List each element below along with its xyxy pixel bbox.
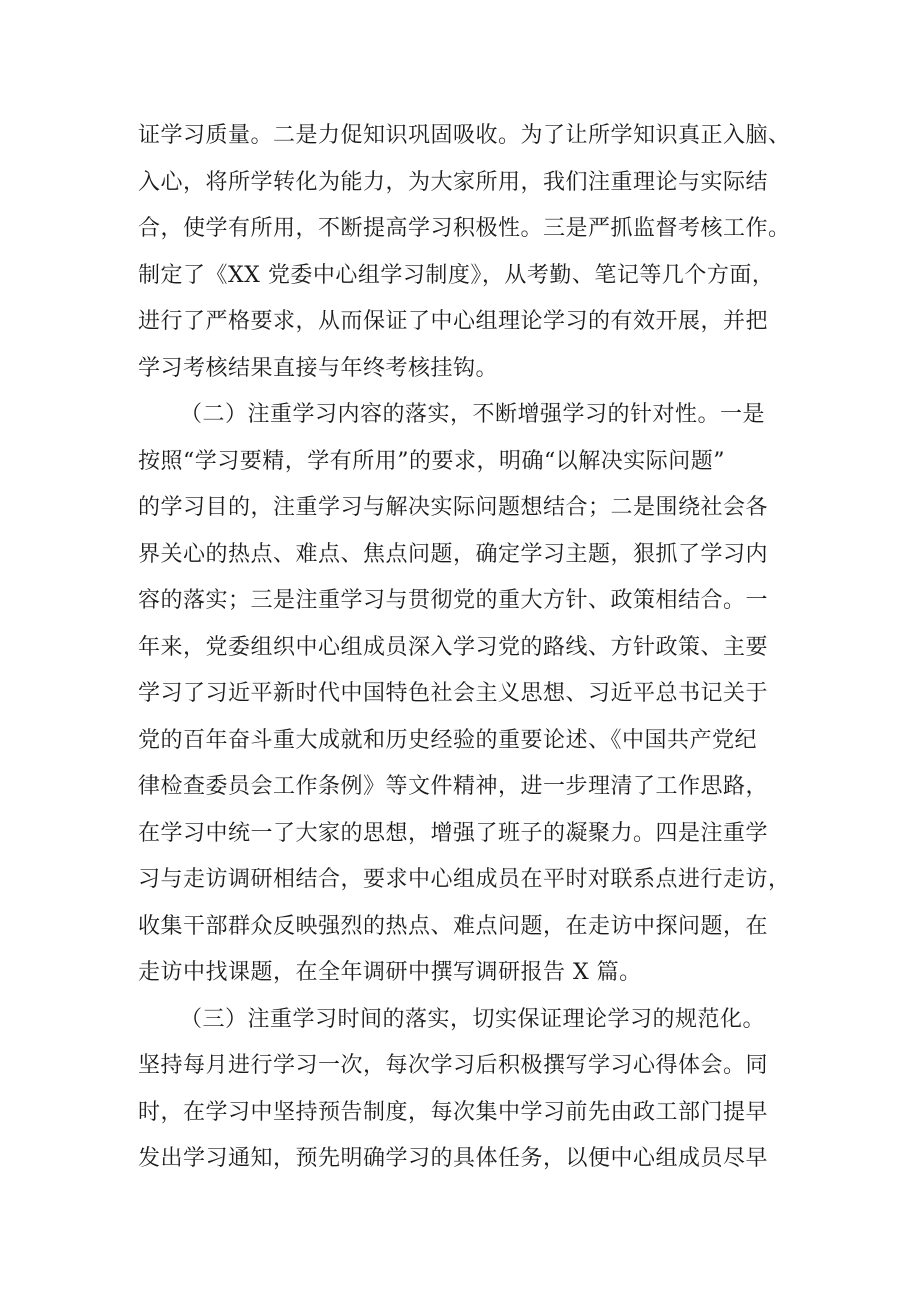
text-line: 走访中找课题，在全年调研中撰写调研报告 X 篇。	[138, 960, 642, 985]
text-line: 时，在学习中坚持预告制度，每次集中学习前先由政工部门提早	[138, 1099, 769, 1125]
text-line: 界关心的热点、难点、焦点问题，确定学习主题，狠抓了学习内	[138, 541, 769, 567]
text-line: 容的落实；三是注重学习与贯彻党的重大方针、政策相结合。一	[138, 588, 769, 613]
document-body	[138, 113, 798, 1183]
text-line: 进行了严格要求，从而保证了中心组理论学习的有效开展，并把	[138, 309, 769, 334]
section-heading-line: （二）注重学习内容的落实，不断增强学习的针对性。一是	[180, 402, 766, 427]
text-line: 的学习目的，注重学习与解决实际问题想结合；二是围绕社会各	[138, 495, 769, 520]
text-line: 在学习中统一了大家的思想，增强了班子的凝聚力。四是注重学	[138, 820, 769, 846]
text-line: 律检查委员会工作条例》等文件精神，进一步理清了工作思路，	[138, 774, 769, 799]
text-line: 合，使学有所用，不断提高学习积极性。三是严抓监督考核工作。	[138, 216, 791, 241]
text-line: 制定了《XX 党委中心组学习制度》，从考勤、笔记等几个方面，	[138, 262, 775, 288]
text-line: 证学习质量。二是力促知识巩固吸收。为了让所学知识真正入脑、	[138, 123, 791, 148]
text-line: 按照“学习要精，学有所用”的要求，明确“以解决实际问题”	[138, 448, 725, 474]
text-line: 学习考核结果直接与年终考核挂钩。	[138, 355, 499, 381]
text-line: 入心，将所学转化为能力，为大家所用，我们注重理论与实际结	[138, 169, 769, 195]
text-line: 发出学习通知，预先明确学习的具体任务，以便中心组成员尽早	[138, 1146, 769, 1171]
section-heading-line: （三）注重学习时间的落实，切实保证理论学习的规范化。	[180, 1006, 766, 1032]
text-line: 收集干部群众反映强烈的热点、难点问题，在走访中探问题，在	[138, 913, 769, 939]
text-line: 习与走访调研相结合，要求中心组成员在平时对联系点进行走访，	[138, 867, 791, 892]
text-line: 学习了习近平新时代中国特色社会主义思想、习近平总书记关于	[138, 681, 769, 706]
text-line: 党的百年奋斗重大成就和历史经验的重要论述、《中国共产党纪	[138, 727, 758, 753]
text-line: 年来，党委组织中心组成员深入学习党的路线、方针政策、主要	[138, 634, 769, 660]
text-line: 坚持每月进行学习一次，每次学习后积极撰写学习心得体会。同	[138, 1053, 769, 1078]
